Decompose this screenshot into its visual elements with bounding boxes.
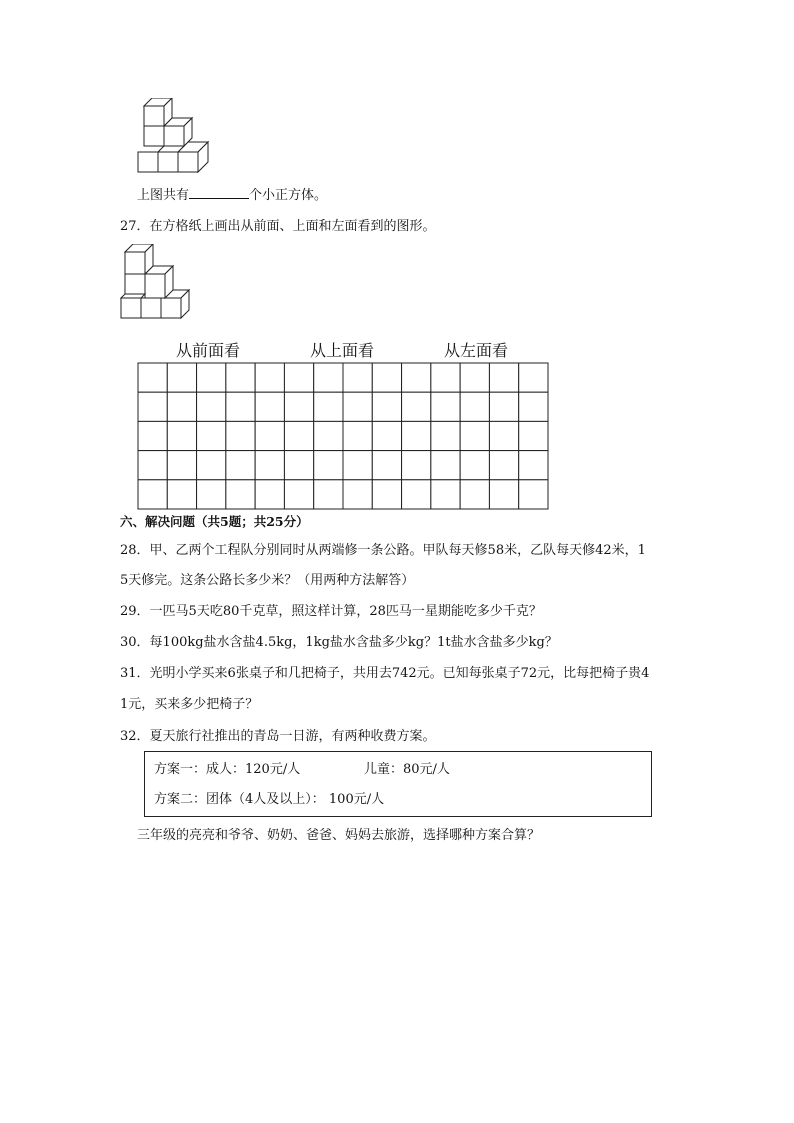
grid-cell[interactable] bbox=[314, 392, 343, 421]
drawing-grid[interactable] bbox=[137, 362, 549, 510]
grid-cell[interactable] bbox=[460, 480, 489, 509]
grid-cell[interactable] bbox=[226, 480, 255, 509]
grid-cell[interactable] bbox=[314, 421, 343, 450]
grid-cell[interactable] bbox=[431, 421, 460, 450]
grid-cell[interactable] bbox=[343, 480, 372, 509]
grid-cell[interactable] bbox=[167, 363, 196, 392]
grid-cell[interactable] bbox=[431, 363, 460, 392]
question-29: 29．一匹马5天吃80千克草，照这样计算，28匹马一星期能吃多少千克？ bbox=[120, 604, 542, 619]
view-label-front: 从前面看 bbox=[176, 341, 241, 360]
plan-1-adult: 方案一：成人：120元/人 bbox=[154, 762, 301, 777]
view-label-top: 从上面看 bbox=[310, 341, 375, 360]
question-32-ask: 三年级的亮亮和爷爷、奶奶、爸爸、妈妈去旅游，选择哪种方案合算？ bbox=[137, 828, 541, 843]
grid-cell[interactable] bbox=[431, 451, 460, 480]
grid-cell[interactable] bbox=[402, 421, 431, 450]
grid-cell[interactable] bbox=[372, 421, 401, 450]
grid-cell[interactable] bbox=[138, 392, 167, 421]
grid-cell[interactable] bbox=[402, 480, 431, 509]
grid-cell[interactable] bbox=[138, 363, 167, 392]
grid-cell[interactable] bbox=[343, 451, 372, 480]
grid-cell[interactable] bbox=[197, 451, 226, 480]
grid-cell[interactable] bbox=[489, 480, 518, 509]
grid-cell[interactable] bbox=[519, 363, 548, 392]
cube-stack-figure-2 bbox=[118, 244, 198, 324]
grid-cell[interactable] bbox=[255, 421, 284, 450]
grid-cell[interactable] bbox=[489, 363, 518, 392]
question-28-line-1: 28．甲、乙两个工程队分别同时从两端修一条公路。甲队每天修58米，乙队每天修42米，1 bbox=[120, 543, 646, 558]
question-28-line-2: 5天修完。这条公路长多少米？（用两种方法解答） bbox=[120, 573, 415, 588]
grid-cell[interactable] bbox=[138, 480, 167, 509]
grid-cell[interactable] bbox=[519, 480, 548, 509]
grid-cell[interactable] bbox=[314, 451, 343, 480]
grid-cell[interactable] bbox=[197, 363, 226, 392]
question-31-line-1: 31．光明小学买来6张桌子和几把椅子，共用去742元。已知每张桌子72元，比每把椅子贵4 bbox=[120, 666, 650, 681]
grid-cell[interactable] bbox=[167, 480, 196, 509]
grid-cell[interactable] bbox=[460, 451, 489, 480]
grid-cell[interactable] bbox=[284, 451, 313, 480]
grid-cell[interactable] bbox=[372, 392, 401, 421]
grid-cell[interactable] bbox=[489, 451, 518, 480]
grid-cell[interactable] bbox=[402, 451, 431, 480]
grid-cell[interactable] bbox=[343, 421, 372, 450]
grid-cell[interactable] bbox=[284, 421, 313, 450]
grid-cell[interactable] bbox=[402, 363, 431, 392]
grid-cell[interactable] bbox=[284, 363, 313, 392]
grid-cell[interactable] bbox=[255, 392, 284, 421]
q26-text-after: 个小正方体。 bbox=[249, 188, 328, 203]
plan-1-child: 儿童：80元/人 bbox=[364, 762, 450, 777]
answer-blank[interactable] bbox=[189, 186, 249, 199]
grid-cell[interactable] bbox=[284, 392, 313, 421]
grid-cell[interactable] bbox=[226, 392, 255, 421]
grid-cell[interactable] bbox=[460, 363, 489, 392]
grid-cell[interactable] bbox=[197, 480, 226, 509]
grid-cell[interactable] bbox=[460, 421, 489, 450]
view-label-left: 从左面看 bbox=[444, 341, 509, 360]
plan-2-group: 方案二：团体（4人及以上）： 100元/人 bbox=[154, 792, 385, 807]
grid-cell[interactable] bbox=[519, 392, 548, 421]
grid-cell[interactable] bbox=[314, 363, 343, 392]
grid-cell[interactable] bbox=[431, 480, 460, 509]
question-31-line-2: 1元，买来多少把椅子？ bbox=[120, 697, 259, 712]
grid-cell[interactable] bbox=[167, 421, 196, 450]
grid-cell[interactable] bbox=[372, 451, 401, 480]
grid-cell[interactable] bbox=[431, 392, 460, 421]
grid-cell[interactable] bbox=[197, 392, 226, 421]
grid-cell[interactable] bbox=[343, 392, 372, 421]
grid-cell[interactable] bbox=[226, 451, 255, 480]
grid-cell[interactable] bbox=[226, 363, 255, 392]
grid-cell[interactable] bbox=[519, 451, 548, 480]
grid-cell[interactable] bbox=[489, 392, 518, 421]
question-32: 32．夏天旅行社推出的青岛一日游，有两种收费方案。 bbox=[120, 729, 436, 744]
grid-cell[interactable] bbox=[138, 421, 167, 450]
grid-cell[interactable] bbox=[255, 451, 284, 480]
grid-cell[interactable] bbox=[489, 421, 518, 450]
cube-stack-figure-1 bbox=[134, 98, 216, 178]
grid-cell[interactable] bbox=[138, 451, 167, 480]
grid-cell[interactable] bbox=[197, 421, 226, 450]
grid-cell[interactable] bbox=[402, 392, 431, 421]
grid-cell[interactable] bbox=[460, 392, 489, 421]
question-26-answer-line bbox=[137, 186, 327, 205]
grid-cell[interactable] bbox=[167, 392, 196, 421]
grid-cell[interactable] bbox=[226, 421, 255, 450]
question-27: 27．在方格纸上画出从前面、上面和左面看到的图形。 bbox=[120, 219, 436, 234]
grid-cell[interactable] bbox=[255, 363, 284, 392]
grid-cell[interactable] bbox=[519, 421, 548, 450]
grid-cell[interactable] bbox=[372, 480, 401, 509]
question-30: 30．每100kg盐水含盐4.5kg，1kg盐水含盐多少kg？1t盐水含盐多少kg？ bbox=[120, 635, 558, 650]
grid-cell[interactable] bbox=[255, 480, 284, 509]
grid-cell[interactable] bbox=[167, 451, 196, 480]
grid-cell[interactable] bbox=[314, 480, 343, 509]
section-6-title: 六、解决问题（共5题；共25分） bbox=[120, 514, 309, 529]
grid-cell[interactable] bbox=[343, 363, 372, 392]
grid-cell[interactable] bbox=[284, 480, 313, 509]
q26-text-before: 上图共有 bbox=[137, 188, 190, 203]
grid-cell[interactable] bbox=[372, 363, 401, 392]
